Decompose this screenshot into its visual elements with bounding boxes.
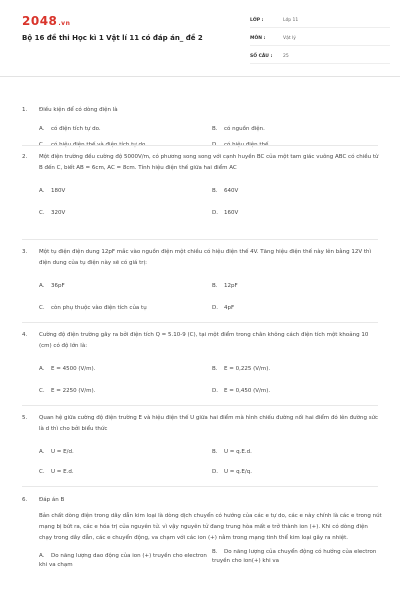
- question-number: 1.: [22, 107, 28, 113]
- option-text: có hiệu điện thế và điện tích tự do: [51, 142, 146, 148]
- divider: [22, 486, 378, 487]
- option-key: A.: [39, 366, 45, 372]
- option-key: D.: [212, 210, 218, 216]
- option-a[interactable]: [39, 282, 65, 291]
- divider: [22, 239, 378, 240]
- option-d[interactable]: [212, 304, 234, 313]
- option-c[interactable]: [39, 387, 95, 396]
- divider: [22, 405, 378, 406]
- option-text: 4pF: [224, 305, 235, 311]
- option-key: C.: [39, 210, 45, 216]
- answer-explanation: Bản chất dòng điện trong dây dẫn kim loại là dòng dịch chuyển có hướng của các e tự do, các e này chính là các e trong nút mạng bị bứt ra, các e hóa trị của nguyên tử. vì vậy nguyên tử đang trung hòa mất e trở thành ion (+). Khi có dòng điện chạy trong dây dẫn, các e chuyển động, va chạm với các ion (+) nằm trong mạng tinh thể kim loại gây ra nhiệt.: [39, 513, 382, 541]
- logo-suffix: .vn: [58, 20, 71, 27]
- question-text: Cường độ điện trường gây ra bởi điện tích Q = 5.10-9 (C), tại một điểm trong chân không cách điện tích một khoảng 10 (cm) có độ lớn là:: [39, 332, 369, 349]
- option-text: có nguồn điện.: [224, 126, 265, 132]
- option-key: D.: [212, 469, 218, 475]
- option-text: 180V: [51, 188, 66, 194]
- option-key: A.: [39, 449, 45, 455]
- divider: [22, 145, 378, 146]
- option-c[interactable]: [39, 209, 65, 218]
- option-d[interactable]: [212, 387, 270, 396]
- option-text: U = E/d.: [51, 449, 74, 455]
- option-text: 640V: [224, 188, 239, 194]
- question-number: 6.: [22, 497, 28, 503]
- option-a[interactable]: [39, 125, 101, 134]
- option-key: D.: [212, 305, 218, 311]
- option-key: B.: [212, 549, 218, 555]
- option-text: 36pF: [51, 283, 65, 289]
- option-text: 320V: [51, 210, 66, 216]
- meta-row-count: [250, 50, 390, 64]
- option-c[interactable]: [39, 468, 74, 477]
- question-2: [22, 152, 382, 216]
- option-key: B.: [212, 449, 218, 455]
- option-text: U = E.d.: [51, 469, 74, 475]
- option-b[interactable]: [212, 125, 265, 134]
- document-header: [0, 0, 400, 77]
- question-stem: [22, 152, 382, 174]
- option-text: U = q.E/q.: [224, 469, 252, 475]
- question-text: Một tụ điện điện dung 12pF mắc vào nguồn điện một chiều có hiệu điện thế 4V. Tăng hiệu điện thế này lên bằng 12V thì điện dung của tụ điện này sẽ có giá trị:: [39, 249, 372, 266]
- option-text: Do năng lượng của chuyển động có hướng của electron truyền cho ion(+) khi va: [212, 549, 377, 564]
- option-key: C.: [39, 142, 45, 148]
- logo-text: 2048: [22, 14, 58, 28]
- option-c[interactable]: [39, 304, 147, 313]
- meta-row-class: [250, 14, 390, 28]
- question-number: 3.: [22, 249, 28, 255]
- option-a[interactable]: [39, 187, 65, 196]
- option-text: E = 0,225 (V/m).: [224, 366, 271, 372]
- question-stem: [22, 495, 382, 506]
- question-number: 4.: [22, 332, 28, 338]
- option-text: E = 0,450 (V/m).: [224, 388, 271, 394]
- option-a[interactable]: [39, 552, 209, 570]
- option-key: C.: [39, 469, 45, 475]
- option-text: 160V: [224, 210, 239, 216]
- option-b[interactable]: [212, 187, 238, 196]
- option-b[interactable]: [212, 448, 252, 457]
- option-key: B.: [212, 126, 218, 132]
- option-text: có điện tích tự do.: [51, 126, 101, 132]
- option-text: còn phụ thuộc vào điện tích của tụ: [51, 305, 147, 311]
- site-logo[interactable]: [22, 14, 70, 28]
- question-number: 2.: [22, 154, 28, 160]
- question-text: Quan hệ giữa cường độ điện trường E và hiệu điện thế U giữa hai điểm mà hình chiếu đường nối hai điểm đó lên đường sức là d thì cho bởi biểu thức: [39, 415, 379, 432]
- answer-label: Đáp án B: [39, 497, 65, 503]
- question-stem: [22, 413, 382, 435]
- option-text: U = q.E.d.: [224, 449, 252, 455]
- question-stem: [22, 330, 382, 352]
- option-key: A.: [39, 188, 45, 194]
- option-text: Do năng lượng dao động của ion (+) truyền cho electron khi va chạm: [39, 553, 207, 568]
- question-stem: [22, 105, 382, 116]
- divider: [22, 322, 378, 323]
- option-key: C.: [39, 305, 45, 311]
- option-key: A.: [39, 283, 45, 289]
- question-number: 5.: [22, 415, 28, 421]
- question-4: [22, 330, 382, 394]
- meta-value: 25: [283, 54, 289, 59]
- option-b[interactable]: [212, 365, 270, 374]
- option-text: 12pF: [224, 283, 238, 289]
- option-key: B.: [212, 366, 218, 372]
- meta-row-subject: [250, 32, 390, 46]
- option-key: D.: [212, 388, 218, 394]
- option-d[interactable]: [212, 209, 238, 218]
- meta-table: [250, 14, 390, 68]
- option-key: A.: [39, 126, 45, 132]
- question-text: Một điện trường đều cường độ 5000V/m, có phương song song với cạnh huyền BC của một tam giác vuông ABC có chiều từ B đến C, biết AB = 6cm, AC = 8cm. Tính hiệu điện thế giữa hai điểm AC: [39, 154, 379, 171]
- option-key: B.: [212, 188, 218, 194]
- meta-value: Vật lý: [283, 36, 296, 41]
- option-a[interactable]: [39, 365, 95, 374]
- meta-key: MÔN :: [250, 36, 266, 41]
- question-6: [22, 495, 382, 568]
- option-key: D.: [212, 142, 218, 148]
- option-key: A.: [39, 553, 45, 559]
- option-b[interactable]: [212, 548, 382, 566]
- option-key: B.: [212, 283, 218, 289]
- question-1: [22, 105, 382, 148]
- document-title: Bộ 16 đề thi Học kì 1 Vật lí 11 có đáp án_ đề 2: [22, 34, 203, 42]
- meta-key: LỚP :: [250, 18, 264, 23]
- question-3: [22, 247, 382, 311]
- option-text: E = 2250 (V/m).: [51, 388, 96, 394]
- option-key: C.: [39, 388, 45, 394]
- option-b[interactable]: [212, 282, 238, 291]
- question-5: [22, 413, 382, 475]
- option-d[interactable]: [212, 468, 252, 477]
- question-stem: [22, 247, 382, 269]
- meta-value: Lớp 11: [283, 18, 299, 23]
- meta-key: SỐ CÂU :: [250, 54, 273, 59]
- option-text: có hiệu điện thế.: [224, 142, 271, 148]
- question-text: Điều kiện để có dòng điện là: [39, 107, 118, 113]
- option-a[interactable]: [39, 448, 74, 457]
- option-text: E = 4500 (V/m).: [51, 366, 96, 372]
